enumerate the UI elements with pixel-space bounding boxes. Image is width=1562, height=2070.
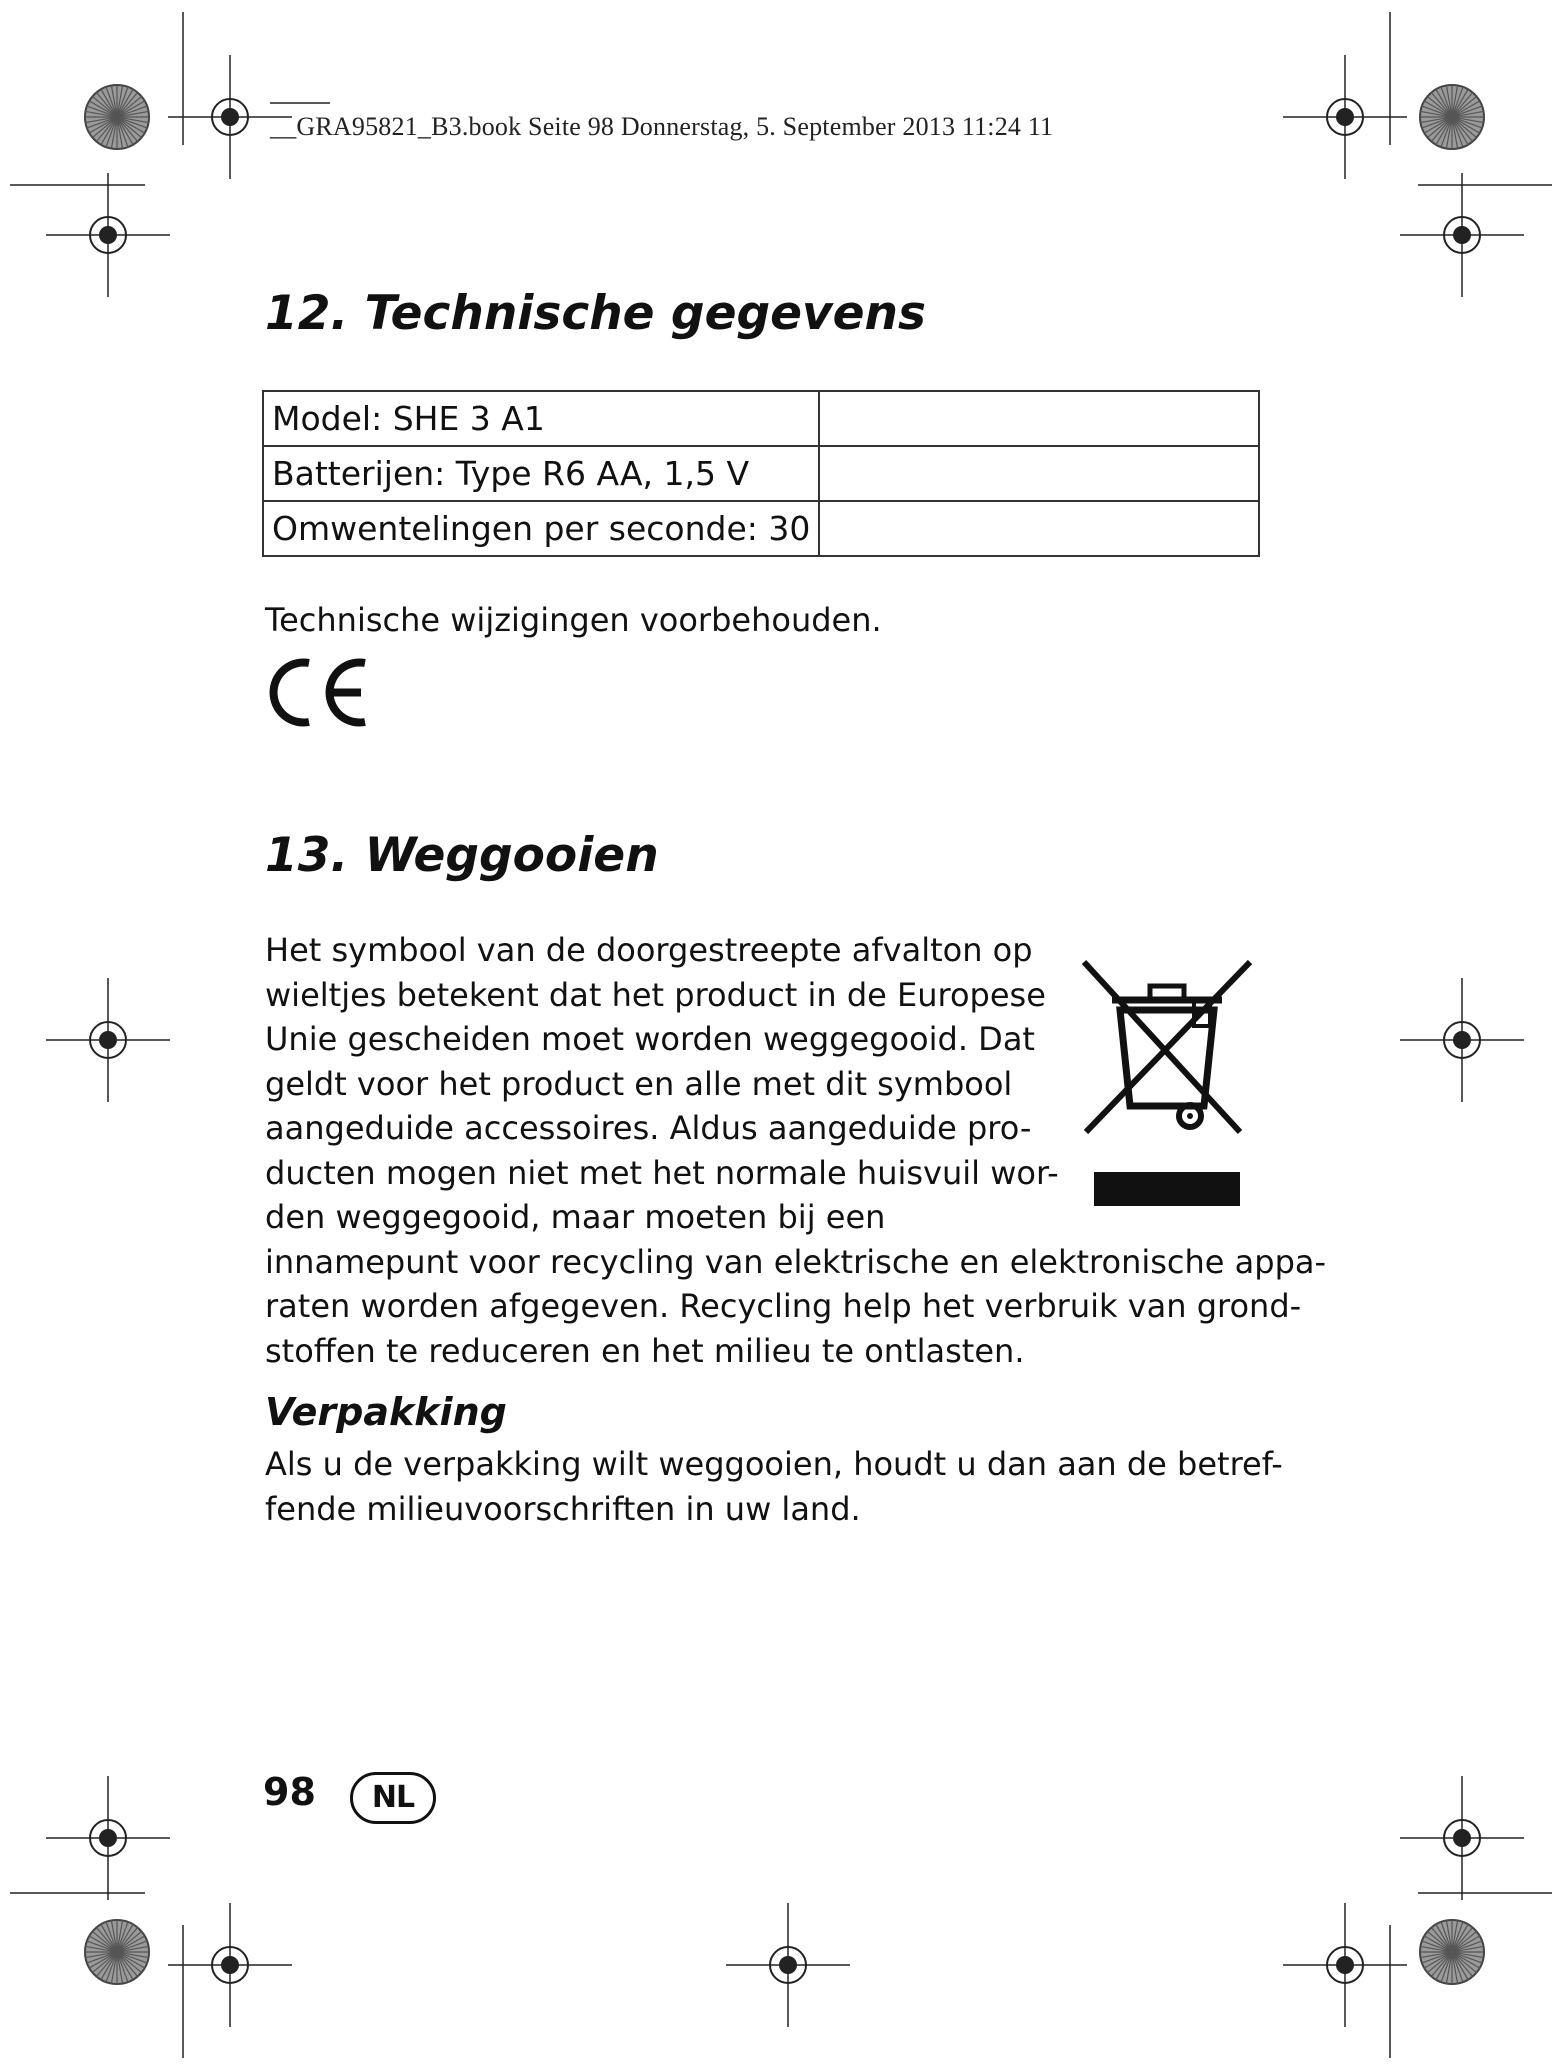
section-12-title: 12. Technische gegevens: [265, 286, 926, 341]
text-line: Het symbool van de doorgestreepte afvalton op: [265, 931, 1033, 969]
spec-cell-empty: [819, 391, 1259, 446]
language-badge: NL: [350, 1772, 436, 1824]
packaging-subheading: Verpakking: [265, 1390, 507, 1434]
text-line: stoffen te reduceren en het milieu te ontlasten.: [265, 1331, 1025, 1370]
text-line: raten worden afgegeven. Recycling help het verbruik van grond-: [265, 1287, 1302, 1325]
note-text: Technische wijzigingen voorbehouden.: [265, 601, 882, 639]
specs-table: [262, 390, 1260, 557]
registration-mark-center: [221, 1956, 239, 1974]
technical-note: [265, 598, 882, 643]
text-line: fende milieuvoorschriften in uw land.: [265, 1489, 861, 1528]
text-line: Unie gescheiden moet worden weggegooid. Dat: [265, 1020, 1035, 1058]
registration-mark-center: [779, 1956, 797, 1974]
text-line: Als u de verpakking wilt weggooien, houdt u dan aan de betref-: [265, 1445, 1283, 1483]
section-13-title: 13. Weggooien: [265, 828, 659, 883]
text-line: aangeduide accessoires. Aldus aangeduide pro-: [265, 1109, 1032, 1147]
spec-cell-empty: [819, 501, 1259, 556]
spec-row: [263, 501, 1259, 556]
spec-row: [263, 391, 1259, 446]
spec-cell: Omwentelingen per seconde: 30: [263, 501, 819, 556]
spec-cell: Model: SHE 3 A1: [263, 391, 819, 446]
weee-crossed-bin-icon: [1072, 948, 1262, 1206]
spec-row: [263, 446, 1259, 501]
text-line: wieltjes betekent dat het product in de Europese: [265, 975, 1046, 1014]
registration-mark-center: [99, 226, 117, 244]
registration-mark-center: [1336, 108, 1354, 126]
registration-mark-center: [1336, 1956, 1354, 1974]
registration-mark-center: [99, 1829, 117, 1847]
packaging-paragraph: [265, 1442, 1283, 1531]
ce-mark-icon: [265, 655, 375, 730]
registration-mark-center: [99, 1031, 117, 1049]
page-number: 98: [263, 1770, 316, 1814]
text-line: geldt voor het product en alle met dit symbool: [265, 1064, 1013, 1103]
registration-mark-center: [1453, 1829, 1471, 1847]
registration-mark-center: [221, 108, 239, 126]
text-line: den weggegooid, maar moeten bij een: [265, 1198, 886, 1236]
print-slug: __GRA95821_B3.book Seite 98 Donnerstag, 5. September 2013 11:24 11: [270, 112, 1054, 141]
spec-cell-empty: [819, 446, 1259, 501]
spec-cell: Batterijen: Type R6 AA, 1,5 V: [263, 446, 819, 501]
registration-mark-center: [1453, 1031, 1471, 1049]
registration-mark-center: [1453, 226, 1471, 244]
text-line: ducten mogen niet met het normale huisvuil wor-: [265, 1153, 1059, 1192]
text-line: innamepunt voor recycling van elektrische en elektronische appa-: [265, 1242, 1327, 1281]
